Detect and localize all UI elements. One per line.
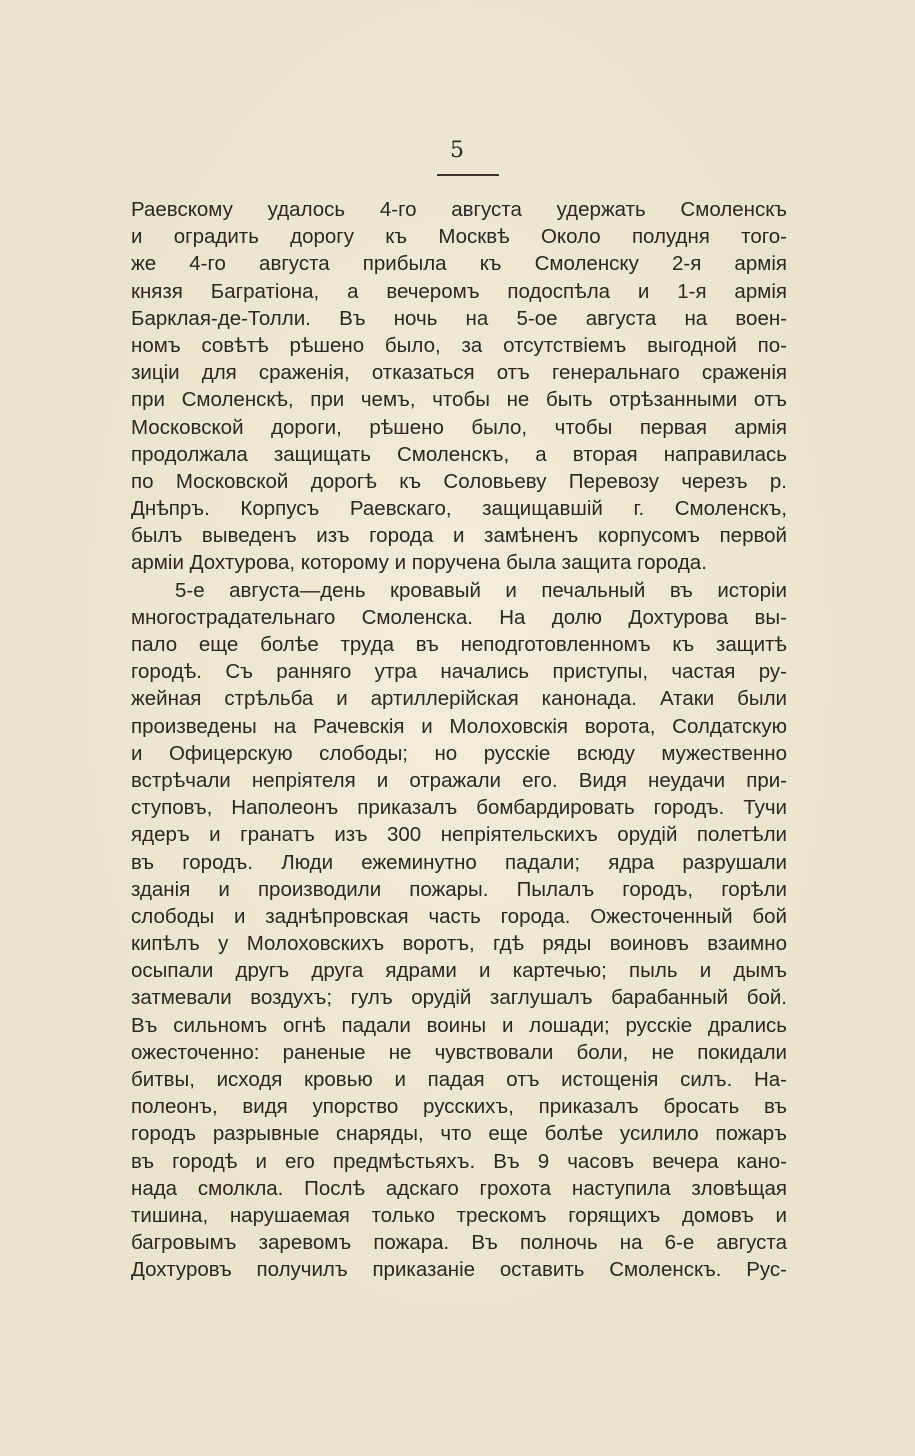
text-line: произведены на Рачевскія и Молоховскія ворота, Солдатскую [131,714,787,738]
text-line: кипѣлъ у Молоховскихъ воротъ, гдѣ ряды воиновъ взаимно [131,932,787,956]
text-line: ожесточенно: раненые не чувствовали боли, не покидали [131,1040,787,1064]
page-number-underline [437,174,499,176]
text-line: зиціи для сраженія, отказаться отъ генеральнаго сраженія [131,361,787,385]
text-line: осыпали другъ друга ядрами и картечью; пыль и дымъ [131,959,787,983]
text-line: номъ совѣтѣ рѣшено было, за отсутствіемъ выгодной по- [131,333,787,357]
text-line: тишина, нарушаемая только трескомъ горящихъ домовъ и [131,1203,787,1227]
text-line: былъ выведенъ изъ города и замѣненъ корпусомъ первой [131,524,787,548]
text-line: Барклая-де-Толли. Въ ночь на 5-ое августа на воен- [131,306,787,330]
text-line: ступовъ, Наполеонъ приказалъ бомбардировать городъ. Тучи [131,796,787,820]
text-line: нада смолкла. Послѣ адскаго грохота наступила зловѣщая [131,1176,787,1200]
text-line: затмевали воздухъ; гулъ орудій заглушалъ барабанный бой. [131,986,787,1010]
text-line: и Офицерскую слободы; но русскіе всюду мужественно [131,741,787,765]
text-line: ядеръ и гранатъ изъ 300 непріятельскихъ орудій полетѣли [131,823,787,847]
page-number: 5 [450,138,465,163]
text-line: зданія и производили пожары. Пылалъ городъ, горѣли [131,877,787,901]
text-line: же 4-го августа прибыла къ Смоленску 2-я армія [131,252,787,276]
text-line: пало еще болѣе труда въ неподготовленномъ къ защитѣ [131,633,787,656]
text-line: князя Багратіона, а вечеромъ подоспѣла и 1-я армія [131,279,787,303]
text-line: Днѣпръ. Корпусъ Раевскаго, защищавшій г. Смоленскъ, [131,497,787,521]
text-line: Московской дороги, рѣшено было, чтобы первая армія [131,415,787,439]
text-line: арміи Дохтурова, которому и поручена была защита города. [131,551,707,575]
text-line: жейная стрѣльба и артиллерійская канонада. Атаки были [131,687,787,711]
text-line: при Смоленскѣ, при чемъ, чтобы не быть отрѣзанными отъ [131,388,787,412]
text-line: багровымъ заревомъ пожара. Въ полночь на 6-е августа [131,1231,787,1255]
text-line: слободы и заднѣпровская часть города. Ожесточенный бой [131,904,787,928]
text-line: 5-е августа—день кровавый и печальный въ исторіи [175,578,787,602]
text-line: въ городѣ и его предмѣстьяхъ. Въ 9 часовъ вечера кано- [131,1149,787,1173]
text-line: въ городъ. Люди ежеминутно падали; ядра разрушали [131,850,787,874]
text-line: многострадательнаго Смоленска. На долю Дохтурова вы- [131,605,787,629]
text-line: и оградить дорогу къ Москвѣ Около полудня того- [131,225,787,249]
text-line: встрѣчали непріятеля и отражали его. Видя неудачи при- [131,768,787,792]
text-line: Въ сильномъ огнѣ падали воины и лошади; русскіе дрались [131,1013,787,1037]
text-line: полеонъ, видя упорство русскихъ, приказалъ бросать въ [131,1095,787,1119]
text-line: продолжала защищать Смоленскъ, а вторая направилась [131,442,787,466]
text-line: городѣ. Съ ранняго утра начались приступы, частая ру- [131,660,787,684]
body-text [131,196,787,1284]
text-line: Дохтуровъ получилъ приказаніе оставить Смоленскъ. Рус- [131,1258,787,1282]
text-line: городъ разрывные снаряды, что еще болѣе усилило пожаръ [131,1122,787,1146]
text-line: по Московской дорогѣ къ Соловьеву Перевозу черезъ р. [131,469,787,493]
text-line: Раевскому удалось 4-го августа удержать Смоленскъ [131,198,787,221]
text-line: битвы, исходя кровью и падая отъ истощенія силъ. На- [131,1068,787,1091]
